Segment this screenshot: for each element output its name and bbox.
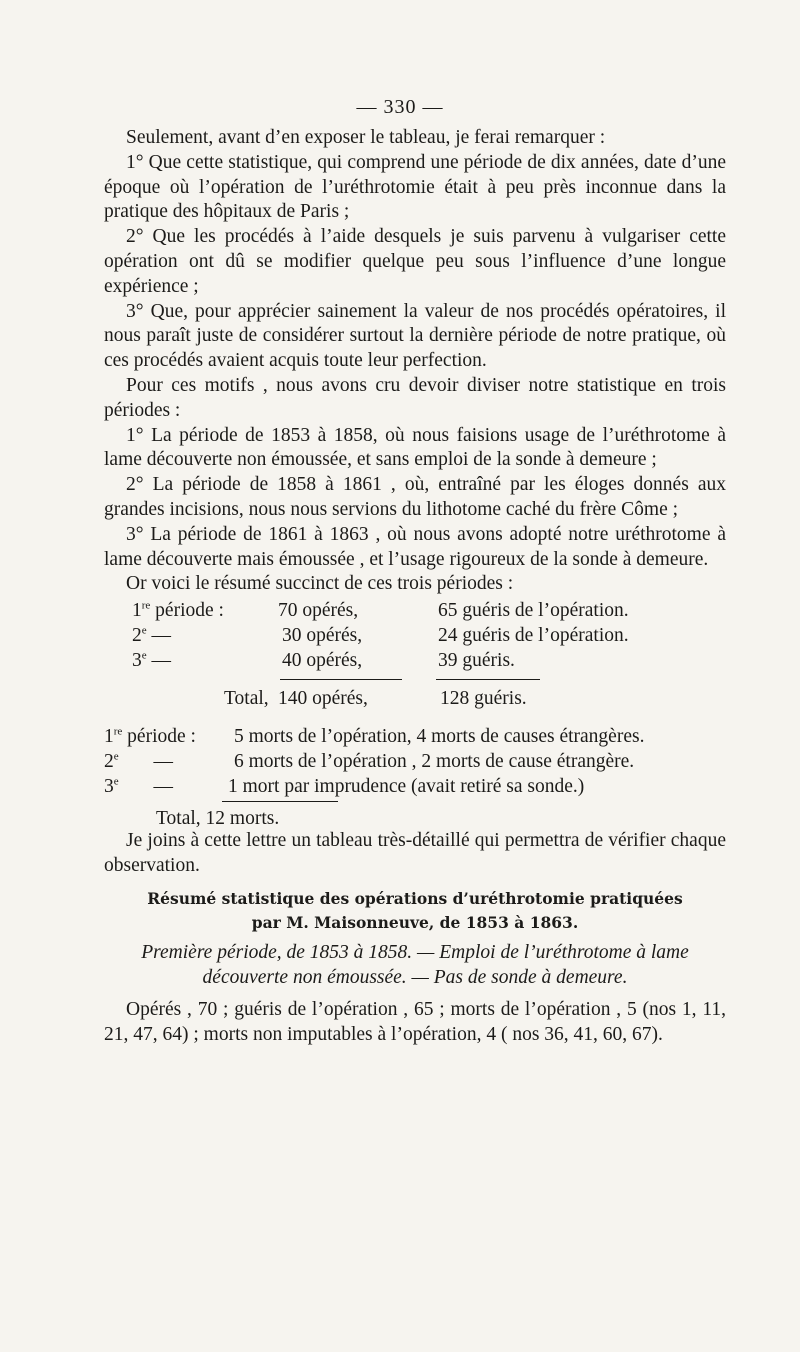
deaths-sum-rule <box>222 801 338 802</box>
stats-row-1-opered: 70 opérés, <box>278 600 359 622</box>
deaths-row-3-text: 1 mort par imprudence (avait retiré sa sonde.) <box>228 776 585 798</box>
deaths-total: Total, 12 morts. <box>156 808 280 830</box>
paragraph-period-2: 2° La période de 1858 à 1861 , où, entraîné par les éloges donnés aux grandes incisions, nous nous servions du lithotome caché du frère Côme ; <box>104 474 726 520</box>
deaths-row-2-label: 2e — <box>104 750 174 773</box>
paragraph-period-3: 3° La période de 1861 à 1863 , où nous avons adopté notre uréthrotome à lame découverte mais émoussée , et l’usage rigoureux de la sonde à demeure. <box>104 523 726 570</box>
period-title-line-2: découverte non émoussée. — Pas de sonde à demeure. <box>202 966 628 988</box>
paragraph-intro: Seulement, avant d’en exposer le tableau, je ferai remarquer : <box>126 127 606 148</box>
body-text <box>104 126 726 1048</box>
period-summary: Opérés , 70 ; guéris de l’opération , 65 ; morts de l’opération , 5 (nos 1, 11, 21, 47, 64) ; morts non imputables à l’opération, 4 ( nos 36, 41, 60, 67). <box>104 999 726 1046</box>
paragraph-resume: Or voici le résumé succinct de ces trois périodes : <box>126 573 514 595</box>
sum-rule-opered <box>280 679 402 680</box>
stats-row-2-cured: 24 guéris de l’opération. <box>438 625 629 647</box>
stats-row-3-cured: 39 guéris. <box>438 650 515 672</box>
stats-table <box>104 597 726 725</box>
stats-total-opered: 140 opérés, <box>278 688 368 710</box>
section-heading-line-1: Résumé statistique des opérations d’uréthrotomie pratiquées <box>147 888 683 908</box>
page-number: — 330 — <box>356 96 444 118</box>
deaths-row-1-label: 1re période : <box>104 725 196 748</box>
stats-row-2-opered: 30 opérés, <box>282 625 363 647</box>
deaths-row-3-label: 3e — <box>104 775 174 798</box>
paragraph-point-1: 1° Que cette statistique, qui comprend une période de dix années, date d’une époque où l’opération de l’uréthrotomie était à peu près inconnue dans la pratique des hôpitaux de Paris ; <box>104 151 726 223</box>
period-title-line-1: Première période, de 1853 à 1858. — Emploi de l’uréthrotome à lame <box>141 941 689 963</box>
paragraph-motifs: Pour ces motifs , nous avons cru devoir diviser notre statistique en trois périodes : <box>104 374 726 421</box>
stats-row-1-label: 1re période : <box>132 599 224 622</box>
stats-row-2-label: 2e — <box>132 624 172 647</box>
paragraph-point-2: 2° Que les procédés à l’aide desquels je suis parvenu à vulgariser cette opération ont dû se modifier quelque peu sous l’influence d’une longue expérience ; <box>104 226 726 297</box>
paragraph-period-1: 1° La période de 1853 à 1858, où nous faisions usage de l’uréthrotome à lame découverte non émoussée, et sans emploi de la sonde à demeure ; <box>104 424 726 471</box>
section-heading <box>104 887 726 935</box>
stats-row-3-label: 3e — <box>132 649 172 672</box>
stats-row-1-cured: 65 guéris de l’opération. <box>438 600 629 622</box>
sum-rule-cured <box>436 679 540 680</box>
deaths-row-1-text: 5 morts de l’opération, 4 morts de causes étrangères. <box>234 726 645 748</box>
paragraph-closing: Je joins à cette lettre un tableau très-détaillé qui permettra de vérifier chaque observation. <box>104 830 726 876</box>
stats-total-label: Total, <box>224 688 269 710</box>
period-title <box>104 941 726 991</box>
section-heading-line-2: par M. Maisonneuve, de 1853 à 1863. <box>251 912 579 932</box>
deaths-table <box>104 725 726 829</box>
deaths-row-2-text: 6 morts de l’opération , 2 morts de cause étrangère. <box>234 751 635 773</box>
paragraph-point-3: 3° Que, pour apprécier sainement la valeur de nos procédés opératoires, il nous paraît juste de considérer surtout la dernière période de notre pratique, où ces procédés avaient acquis toute leur perfection. <box>104 300 726 372</box>
stats-row-3-opered: 40 opérés, <box>282 650 363 672</box>
stats-total-cured: 128 guéris. <box>440 688 527 710</box>
